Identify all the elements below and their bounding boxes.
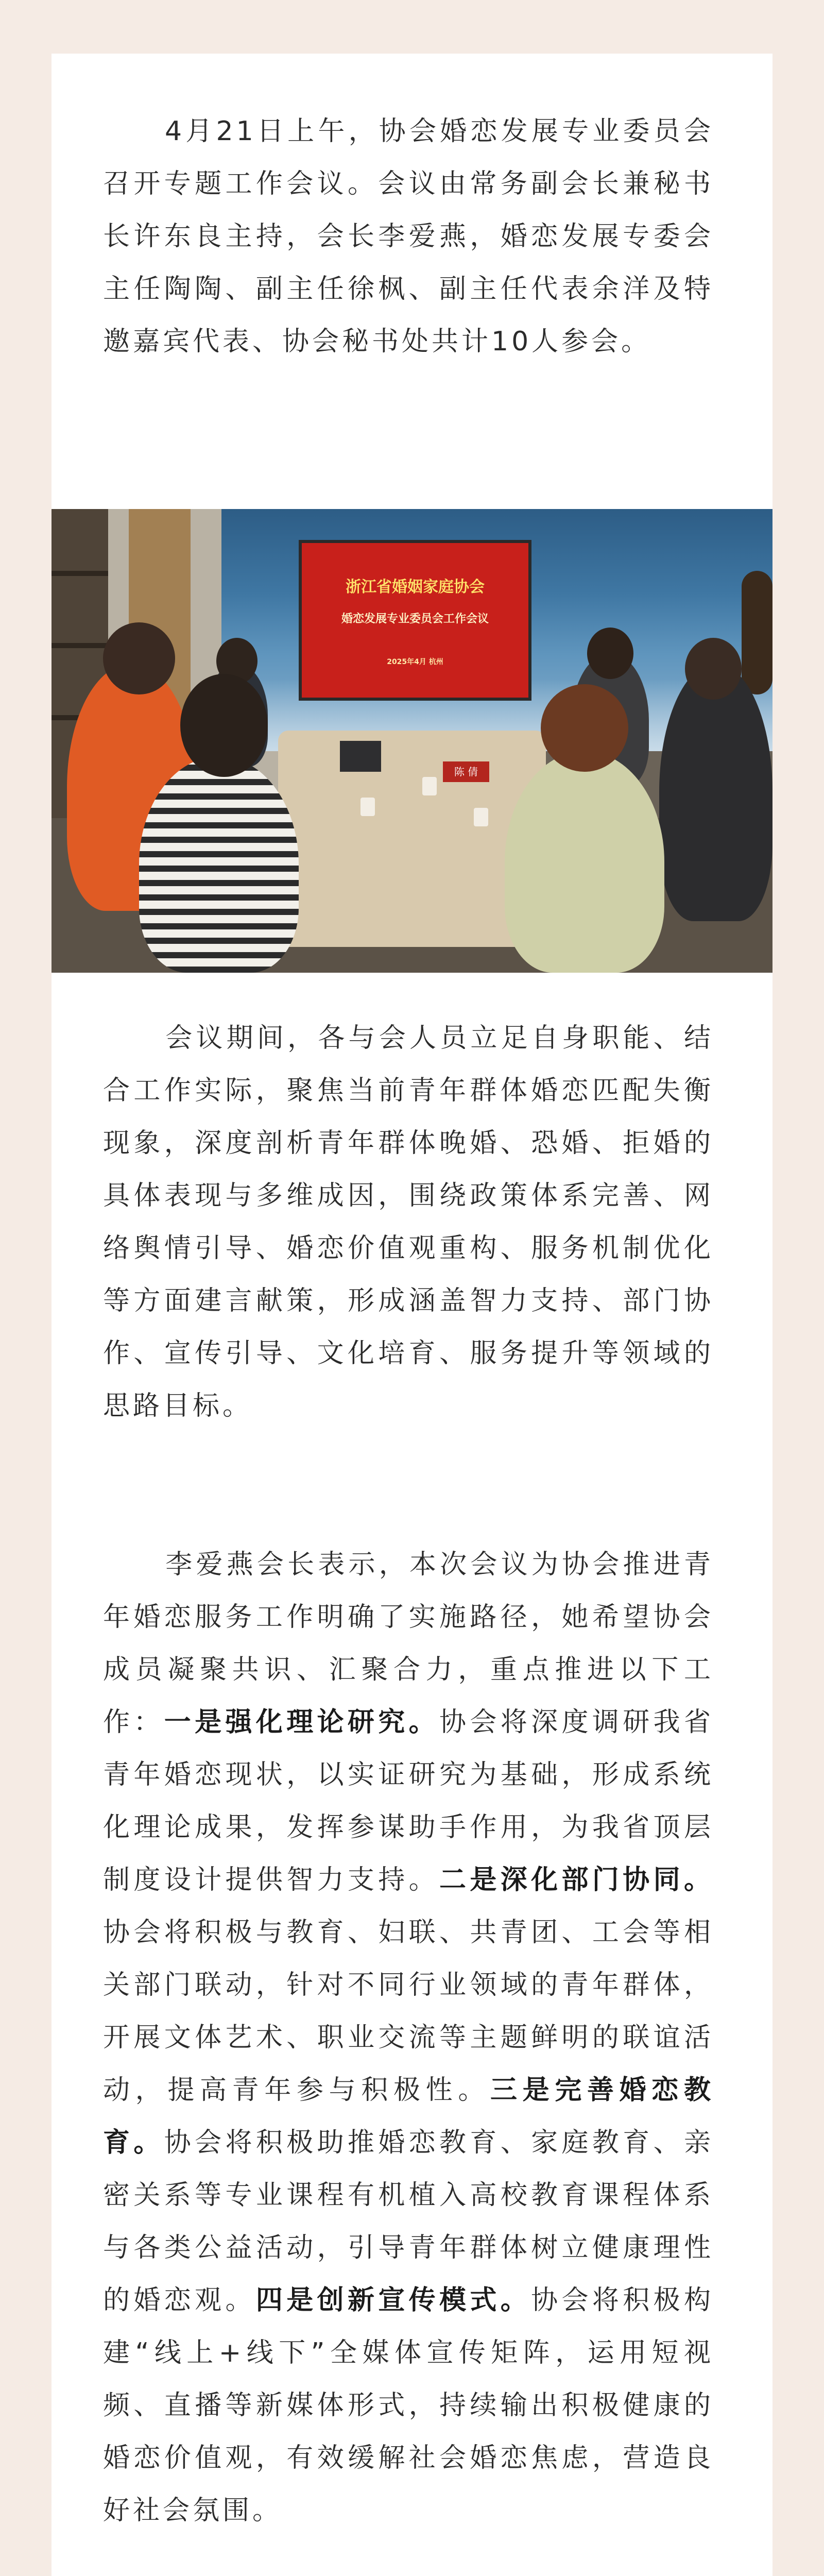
point-4-heading: 四是创新宣传模式。 [255, 2285, 531, 2316]
meeting-photo [52, 509, 772, 973]
screen-line-2: 婚恋发展专业委员会工作会议 [341, 613, 489, 625]
point-3-text: 协会将积极助推婚恋教育、家庭教育、亲密关系等专业课程有机植入高校教育课程体系与各类公益活动，引导青年群体树立健康理性的婚恋观。 [103, 2127, 714, 2316]
point-2-heading: 二是深化部门协同。 [439, 1865, 714, 1895]
screen-line-1: 浙江省婚姻家庭协会 [346, 578, 485, 596]
nameplate: 陈 倩 [443, 761, 489, 782]
point-4-text: 协会将积极构建“线上+线下”全媒体宣传矩阵，运用短视频、直播等新媒体形式，持续输出积极健康的婚恋价值观，有效缓解社会婚恋焦虑，营造良好社会氛围。 [103, 2285, 714, 2526]
meeting-screen [299, 540, 531, 701]
point-3-heading: 三是完善婚恋教育。 [103, 2075, 714, 2158]
paragraph-discussion-text: 会议期间，各与会人员立足自身职能、结合工作实际，聚焦当前青年群体婚恋匹配失衡现象，深度剖析青年群体晚婚、恐婚、拒婚的具体表现与多维成因，围绕政策体系完善、网络舆情引导、婚恋价值观重构、服务机制优化等方面建言献策，形成涵盖智力支持、部门协作、宣传引导、文化培育、服务提升等领域的思路目标。 [103, 1023, 714, 1421]
paragraph-discussion [103, 1012, 714, 1432]
paragraph-president-remarks [103, 1538, 714, 2537]
screen-line-3: 2025年4月 杭州 [387, 658, 443, 666]
point-1-text: 协会将深度调研我省青年婚恋现状，以实证研究为基础，形成系统化理论成果，发挥参谋助手作用，为我省顶层制度设计提供智力支持。 [103, 1707, 714, 1895]
article-card [52, 54, 772, 2576]
paragraph-meeting-intro [103, 105, 714, 368]
remarks-intro: 李爱燕会长表示，本次会议为协会推进青年婚恋服务工作明确了实施路径，她希望协会成员凝聚共识、汇聚合力，重点推进以下工作： [103, 1549, 714, 1738]
paragraph-meeting-intro-text: 4月21日上午，协会婚恋发展专业委员会召开专题工作会议。会议由常务副会长兼秘书长许东良主持，会长李爱燕，婚恋发展专委会主任陶陶、副主任徐枫、副主任代表余洋及特邀嘉宾代表、协会秘书处共计10人参会。 [103, 116, 714, 357]
point-2-text: 协会将积极与教育、妇联、共青团、工会等相关部门联动，针对不同行业领域的青年群体，开展文体艺术、职业交流等主题鲜明的联谊活动，提高青年参与积极性。 [103, 1917, 714, 2106]
point-1-heading: 一是强化理论研究。 [164, 1707, 440, 1738]
